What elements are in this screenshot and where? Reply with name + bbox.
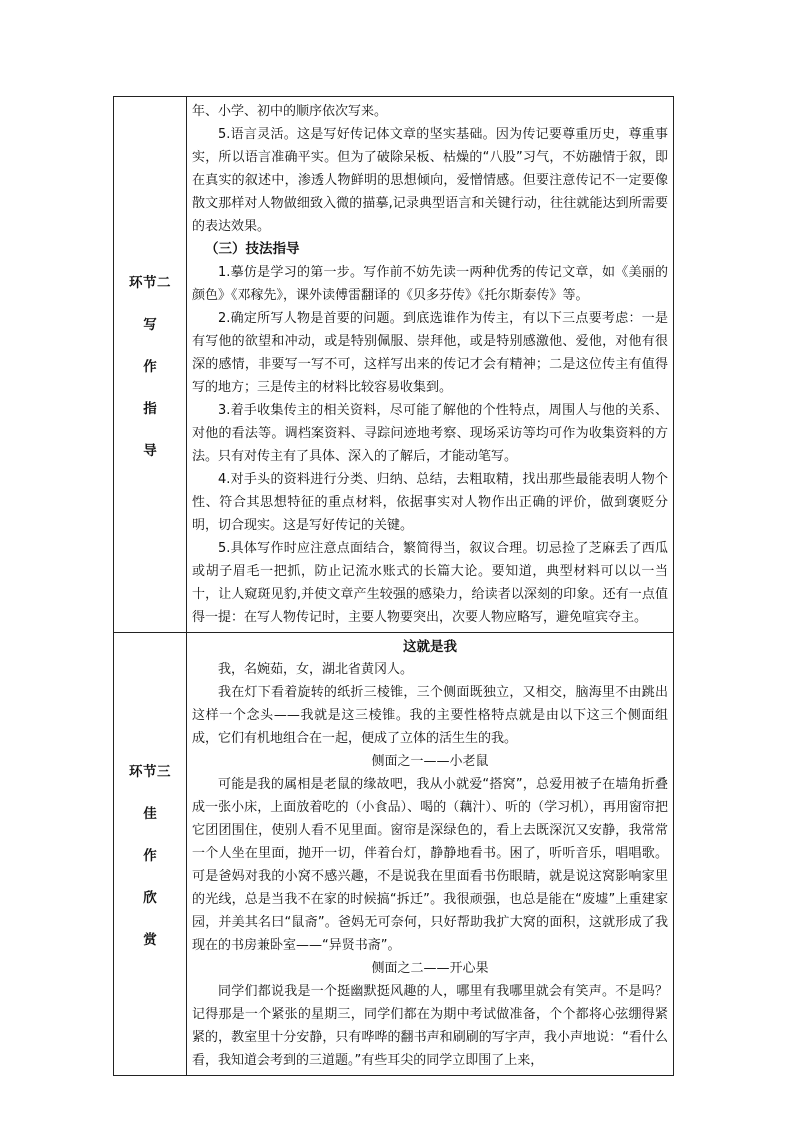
section-label-char: 写 (143, 316, 157, 333)
tip-paragraph: 3.着手收集传主的相关资料，尽可能了解他的个性特点，周围人与他的关系、对他的看法等。调档案资料、寻踪问迹地考察、现场采访等均可作为收集资料的方法。只有对传主有了具体、深入的了解后，才能动笔写。 (192, 403, 668, 464)
section-label-char: 赏 (143, 932, 157, 948)
section-label-cell (114, 97, 187, 633)
section-row-model-essay (114, 633, 674, 1076)
sub-heading: （三）技法指导 (205, 241, 300, 257)
section-label-title: 环节二 (129, 274, 171, 291)
tip-paragraph: 1.摹仿是学习的第一步。写作前不妨先读一两种优秀的传记文章，如《美丽的颜色》《邓稼先》，课外读傅雷翻译的《贝多芬传》《托尔斯泰传》等。 (192, 265, 668, 303)
section-label-cell (114, 633, 187, 1076)
paragraph-language: 5.语言灵活。这是写好传记体文章的坚实基础。因为传记要尊重历史，尊重事实，所以语言准确平实。但为了破除呆板、枯燥的“八股”习气，不妨融情于叙，即在真实的叙述中，渗透人物鲜明的思想倾向，爱憎情感。但要注意传记不一定要像散文那样对人物做细致入微的描摹,记录典型语言和关键行动，往往就能达到所需要的表达效果。 (192, 127, 668, 234)
essay-paragraph: 同学们都说我是一个挺幽默挺风趣的人，哪里有我哪里就会有笑声。不是吗？记得那是一个紧张的星期三，同学们都在为期中考试做准备，个个都将心弦绷得紧紧的，教室里十分安静，只有哗哗的翻书声和刷刷的写字声，我小声地说：“看什么看，我知道会考到的三道题。”有些耳尖的同学立即围了上来， (192, 984, 668, 1068)
essay-paragraph: 可能是我的属相是老鼠的缘故吧，我从小就爱“搭窝”，总爱用被子在墙角折叠成一张小床，上面放着吃的（小食品）、喝的（藕汁）、听的（学习机），再用窗帘把它团团围住，使别人看不见里面。窗帘是深绿色的，看上去既深沉又安静，我常常一个人坐在里面，抛开一切，伴着台灯，静静地看书。困了，听听音乐，唱唱歌。可是爸妈对我的小窝不感兴趣，不是说我在里面看书伤眼睛，就是说这窝影响家里的光线，总是当我不在家的时候搞“拆迁”。我很顽强，也总是能在“废墟”上重建家园，并美其名曰“鼠斋”。爸妈无可奈何，只好帮助我扩大窝的面积，这就形成了我现在的书房兼卧室——“异贤书斋”。 (192, 777, 668, 953)
paragraph: 年、小学、初中的顺序依次写来。 (192, 104, 388, 119)
tip-paragraph: 5.具体写作时应注意点面结合，繁简得当，叙议合理。切忌捡了芝麻丢了西瓜或胡子眉毛一把抓，防止记流水账式的长篇大论。要知道，典型材料可以以一当十，让人窥斑见豹,并使文章产生较强的感染力，给读者以深刻的印象。还有一点值得一提：在写人物传记时，主要人物要突出，次要人物应略写，避免喧宾夺主。 (192, 541, 668, 625)
section-label-char: 指 (143, 400, 157, 417)
essay-side-title: 侧面之一——小老鼠 (371, 754, 489, 769)
section-content-cell (187, 633, 674, 1076)
section-label-title: 环节三 (129, 764, 171, 780)
tip-paragraph: 4.对手头的资料进行分类、归纳、总结，去粗取精，找出那些最能表明人物个性、符合其思想特征的重点材料，依据事实对人物作出正确的评价，做到褒贬分明，切合现实。这是写好传记的关键。 (192, 472, 668, 533)
section-content-cell (187, 97, 674, 633)
essay-paragraph: 我在灯下看着旋转的纸折三棱锥，三个侧面既独立，又相交，脑海里不由跳出这样一个念头——我就是这三棱锥。我的主要性格特点就是由以下这三个侧面组成，它们有机地组合在一起，便成了立体的活生生的我。 (192, 685, 668, 746)
section-label-char: 佳 (143, 806, 157, 822)
essay-title: 这就是我 (403, 639, 457, 655)
section-label-char: 欣 (143, 890, 157, 906)
tip-paragraph: 2.确定所写人物是首要的问题。到底选谁作为传主，有以下三点要考虑：一是有写他的欲望和冲动，或是特别佩服、崇拜他，或是特别感激他、爱他，对他有很深的感情，非要写一写不可，这样写出来的传记才会有精神；二是这位传主有值得写的地方；三是传主的材料比较容易收集到。 (192, 311, 668, 395)
essay-side-title: 侧面之二——开心果 (371, 961, 489, 976)
section-row-writing-guidance (114, 97, 674, 633)
section-label-char: 作 (143, 358, 157, 375)
lesson-plan-table (113, 96, 674, 1076)
essay-intro: 我，名婉茹，女，湖北省黄冈人。 (218, 662, 414, 677)
section-label-char: 导 (143, 442, 157, 459)
section-label-char: 作 (143, 848, 157, 864)
